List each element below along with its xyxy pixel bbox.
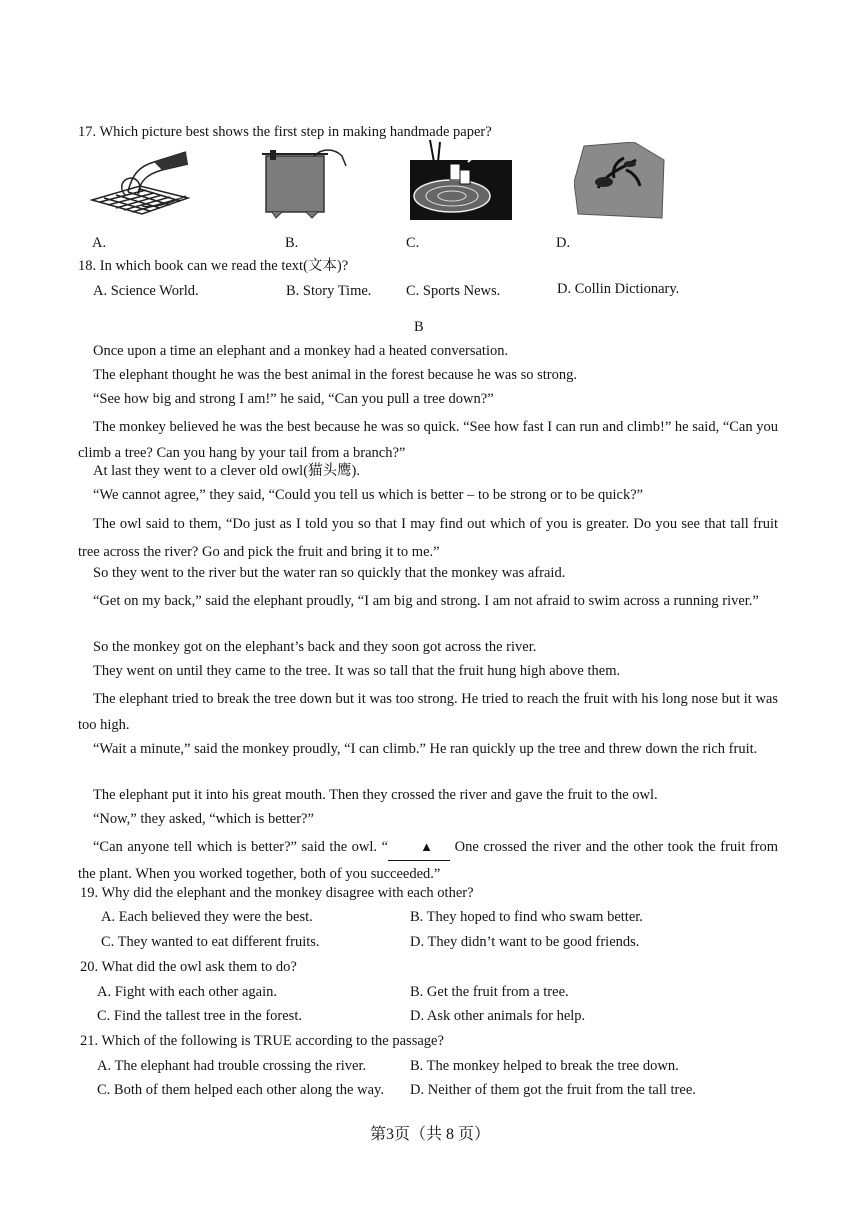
option-17a: A. xyxy=(92,235,107,251)
option-21d: D. Neither of them got the fruit from the tall tree. xyxy=(410,1082,696,1098)
triangle-marker: ▲ xyxy=(420,839,433,854)
answer-blank xyxy=(388,834,450,861)
passage-paragraph-15: “Now,” they asked, “which is better?” xyxy=(93,811,314,827)
option-21c: C. Both of them helped each other along the way. xyxy=(97,1082,384,1098)
passage-paragraph-11: They went on until they came to the tree. It was so tall that the fruit hung high above them. xyxy=(93,663,621,679)
question-20: 20. What did the owl ask them to do? xyxy=(80,959,297,975)
option-17c: C. xyxy=(406,235,420,251)
question-18: 18. In which book can we read the text(文本)? xyxy=(78,258,349,274)
option-20b: B. Get the fruit from a tree. xyxy=(410,984,569,1000)
passage-paragraph-13: “Wait a minute,” said the monkey proudly, “I can climb.” He ran quickly up the tree and threw down the rich fruit. xyxy=(93,741,758,757)
picture-a-mesh-frame xyxy=(88,148,192,220)
option-20d: D. Ask other animals for help. xyxy=(410,1008,586,1024)
section-label: B xyxy=(414,319,424,335)
option-19a: A. Each believed they were the best. xyxy=(101,909,313,925)
page-footer: 第3页（共 8 页） xyxy=(369,1126,490,1143)
passage-paragraph-6: “We cannot agree,” they said, “Could you tell us which is better – to be strong or to be quick?” xyxy=(93,487,644,503)
passage-paragraph-12: The elephant tried to break the tree down but it was too strong. He tried to reach the fruit with his long nose but it was too high. xyxy=(78,691,778,733)
option-18c: C. Sports News. xyxy=(406,283,501,299)
option-17b: B. xyxy=(285,235,299,251)
option-19d: D. They didn’t want to be good friends. xyxy=(410,934,640,950)
passage-paragraph-10: So the monkey got on the elephant’s back and they soon got across the river. xyxy=(93,639,537,655)
passage-paragraph-1: Once upon a time an elephant and a monkey had a heated conversation. xyxy=(93,343,509,359)
option-19b: B. They hoped to find who swam better. xyxy=(410,909,643,925)
option-20a: A. Fight with each other again. xyxy=(97,984,277,1000)
passage-paragraph-16 xyxy=(78,834,778,887)
question-21: 21. Which of the following is TRUE according to the passage? xyxy=(80,1033,444,1049)
option-21a: A. The elephant had trouble crossing the river. xyxy=(97,1058,367,1074)
option-18b: B. Story Time. xyxy=(286,283,372,299)
passage-paragraph-14: The elephant put it into his great mouth. Then they crossed the river and gave the fruit to the owl. xyxy=(93,787,658,803)
option-19c: C. They wanted to eat different fruits. xyxy=(101,934,320,950)
picture-c-pot-with-pulp xyxy=(410,140,512,220)
passage-paragraph-4: The monkey believed he was the best because he was so quick. “See how fast I can run and climb!” he said, “Can you climb a tree? Can you hang by your tail from a branch?” xyxy=(78,419,778,461)
passage-paragraph-5: At last they went to a clever old owl(猫头鹰). xyxy=(93,463,360,479)
option-18d: D. Collin Dictionary. xyxy=(557,281,680,297)
passage-paragraph-8: So they went to the river but the water ran so quickly that the monkey was afraid. xyxy=(93,565,566,581)
option-20c: C. Find the tallest tree in the forest. xyxy=(97,1008,302,1024)
option-18a: A. Science World. xyxy=(93,283,199,299)
passage-paragraph-7: The owl said to them, “Do just as I told you so that I may find out which of you is greater. Do you see that tall fruit tree across the river? Go and pick the fruit and bring it to me.” xyxy=(78,516,778,560)
paragraph-16-start: “Can anyone tell which is better?” said the owl. “ xyxy=(93,839,389,855)
paragraph-16-end: One crossed the river and the other took the fruit from the plant. When you worked together, both of you succeeded.” xyxy=(78,839,778,882)
option-21b: B. The monkey helped to break the tree down. xyxy=(410,1058,679,1074)
question-17: 17. Which picture best shows the first step in making handmade paper? xyxy=(78,124,492,140)
passage-paragraph-9: “Get on my back,” said the elephant proudly, “I am big and strong. I am not afraid to swim across a running river.” xyxy=(93,593,759,609)
picture-d-decorated-paper xyxy=(574,142,666,220)
picture-b-hanging-sheet xyxy=(252,146,348,220)
question-19: 19. Why did the elephant and the monkey disagree with each other? xyxy=(80,885,474,901)
passage-paragraph-2: The elephant thought he was the best animal in the forest because he was so strong. xyxy=(93,367,578,383)
option-17d: D. xyxy=(556,235,571,251)
passage-paragraph-3: “See how big and strong I am!” he said, “Can you pull a tree down?” xyxy=(93,391,494,407)
